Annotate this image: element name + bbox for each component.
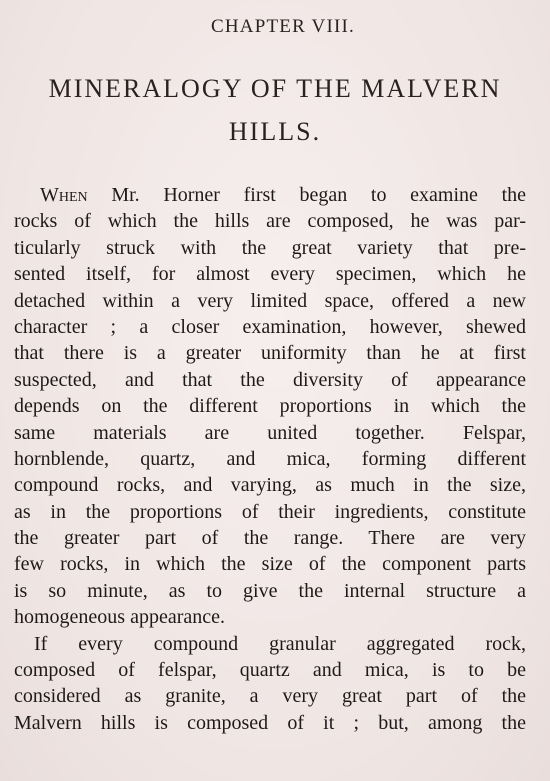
text-line: If every compound granular aggregated rock, (34, 632, 526, 655)
text-line: homogeneous appearance. (14, 606, 226, 629)
text-line-fragment: Mr. Horner first began to examine the (87, 184, 526, 206)
text-line: character ; a closer examination, however, shewed (14, 315, 526, 338)
chapter-label: CHAPTER VIII. (210, 16, 356, 37)
text-line: ticularly struck with the great variety that pre- (14, 236, 526, 259)
lead-word: When (40, 184, 88, 206)
text-line: detached within a very limited space, offered a new (14, 289, 526, 312)
text-line: suspected, and that the diversity of appearance (14, 368, 526, 391)
text-line: rocks of which the hills are composed, he was par- (14, 210, 526, 233)
text-line: is so minute, as to give the internal structure a (14, 579, 526, 602)
body-text (14, 182, 526, 736)
text-line: compound rocks, and varying, as much in the size, (14, 474, 526, 497)
text-line: composed of felspar, quartz and mica, is to be (14, 659, 526, 682)
text-line: that there is a greater uniformity than he at first (14, 342, 526, 365)
chapter-title-line-2: HILLS. (228, 117, 322, 146)
text-line: as in the proportions of their ingredients, constitute (14, 500, 526, 523)
text-line: depends on the different proportions in which the (14, 395, 526, 418)
text-line: hornblende, quartz, and mica, forming different (14, 447, 526, 470)
text-line: same materials are united together. Felspar, (14, 421, 526, 444)
text-line: sented itself, for almost every specimen, which he (14, 263, 526, 286)
text-line: few rocks, in which the size of the component parts (14, 553, 526, 576)
text-line: considered as granite, a very great part of the (14, 685, 526, 708)
text-line: the greater part of the range. There are very (14, 527, 526, 550)
text-line: Malvern hills is composed of it ; but, among the (14, 711, 526, 734)
chapter-title-line-1: MINERALOGY OF THE MALVERN (48, 74, 502, 103)
text-line (14, 182, 526, 208)
